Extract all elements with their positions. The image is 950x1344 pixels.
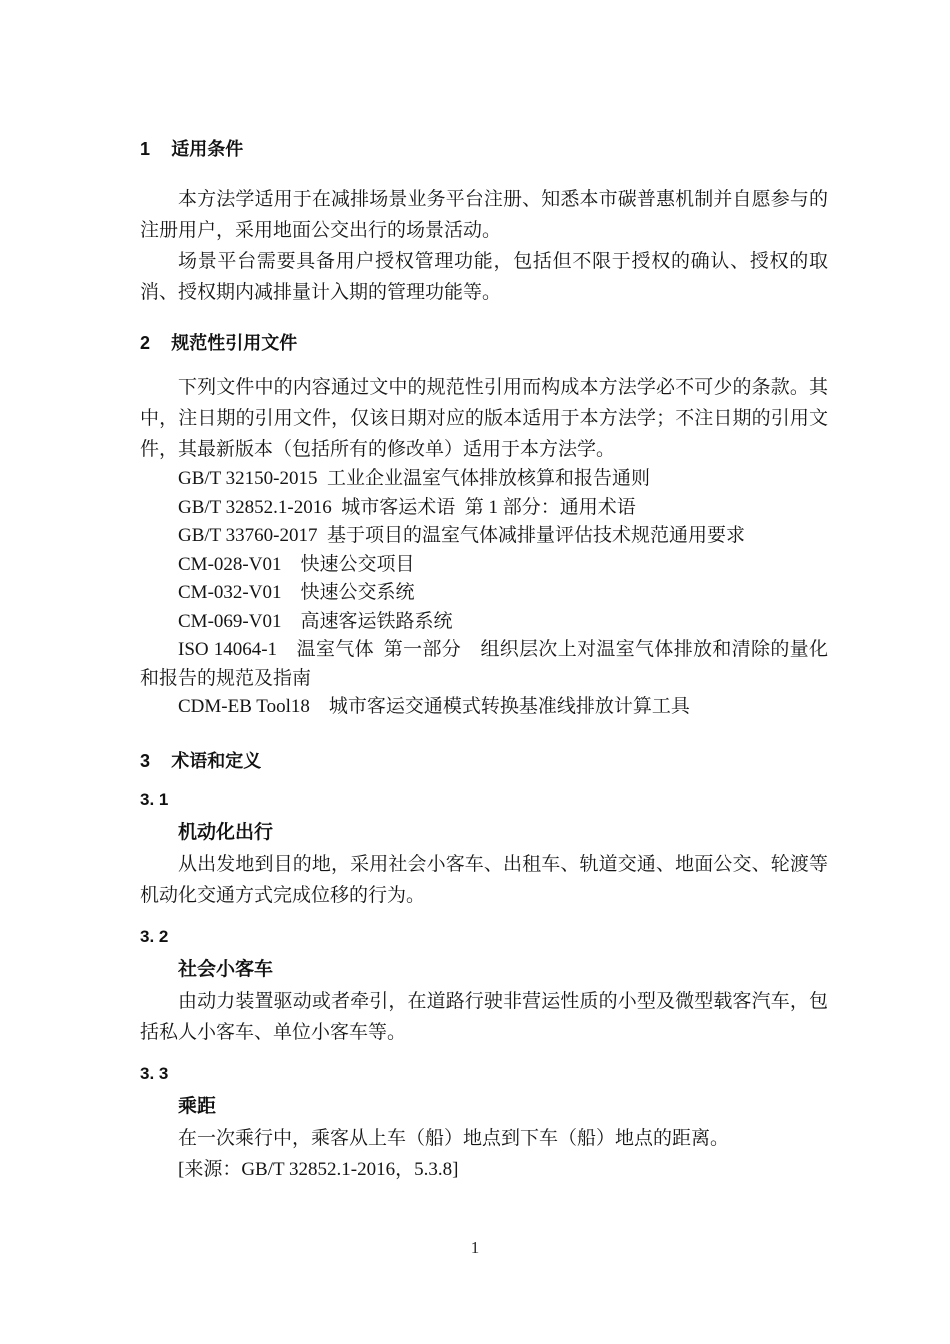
reference-item: GB/T 32150-2015 工业企业温室气体排放核算和报告通则 [178,468,651,489]
section-normative-references [140,330,828,722]
reference-item: ISO 14064-1 温室气体 第一部分 组织层次上对温室气体排放和清除的量化和报告的规范及指南 [140,639,828,689]
reference-item: CDM-EB Tool18 城市客运交通模式转换基准线排放计算工具 [178,696,690,717]
section-2-title: 规范性引用文件 [171,333,298,353]
page-number: 1 [470,1238,480,1257]
section-1-title: 适用条件 [171,139,244,159]
section-terms-definitions [140,748,828,1185]
term-number: 3. 2 [140,926,169,946]
section-2-heading [140,330,828,356]
section-1-number: 1 [140,139,151,159]
term-number: 3. 3 [140,1063,169,1083]
section-1-heading [140,136,828,162]
section-1-paragraph-2: 场景平台需要具备用户授权管理功能，包括但不限于授权的确认、授权的取消、授权期内减排量计入期的管理功能等。 [140,251,828,303]
term-definition: 由动力装置驱动或者牵引，在道路行驶非营运性质的小型及微型载客汽车，包括私人小客车、单位小客车等。 [140,990,828,1043]
reference-item: GB/T 32852.1-2016 城市客运术语 第 1 部分：通用术语 [178,496,636,518]
term-source-note: [来源：GB/T 32852.1-2016，5.3.8] [178,1158,459,1180]
section-3-heading [140,748,828,774]
term-private-passenger-car [140,925,828,1048]
term-name: 机动化出行 [178,821,274,843]
term-definition: 在一次乘行中，乘客从上车（船）地点到下车（船）地点的距离。 [178,1127,730,1149]
page-content [140,136,828,1185]
section-1-paragraph-1: 本方法学适用于在减排场景业务平台注册、知悉本市碳普惠机制并自愿参与的注册用户，采用地面公交出行的场景活动。 [140,189,828,241]
reference-item: CM-032-V01 快速公交系统 [178,582,415,603]
term-name: 乘距 [178,1095,217,1117]
section-3-title: 术语和定义 [171,750,262,771]
term-ride-distance [140,1062,828,1185]
section-2-number: 2 [140,333,151,353]
reference-item: CM-028-V01 快速公交项目 [178,553,415,575]
reference-item: GB/T 33760-2017 基于项目的温室气体减排量评估技术规范通用要求 [178,525,746,546]
term-motorized-travel [140,788,828,911]
term-name: 社会小客车 [178,958,274,980]
section-3-number: 3 [140,750,151,771]
section-2-intro: 下列文件中的内容通过文中的规范性引用而构成本方法学必不可少的条款。其中，注日期的引用文件，仅该日期对应的版本适用于本方法学；不注日期的引用文件，其最新版本（包括所有的修改单）适用于本方法学。 [140,377,828,460]
reference-item: CM-069-V01 高速客运铁路系统 [178,610,453,632]
term-definition: 从出发地到目的地，采用社会小客车、出租车、轨道交通、地面公交、轮渡等机动化交通方式完成位移的行为。 [140,853,828,906]
term-number: 3. 1 [140,789,169,809]
section-applicability [140,136,828,308]
